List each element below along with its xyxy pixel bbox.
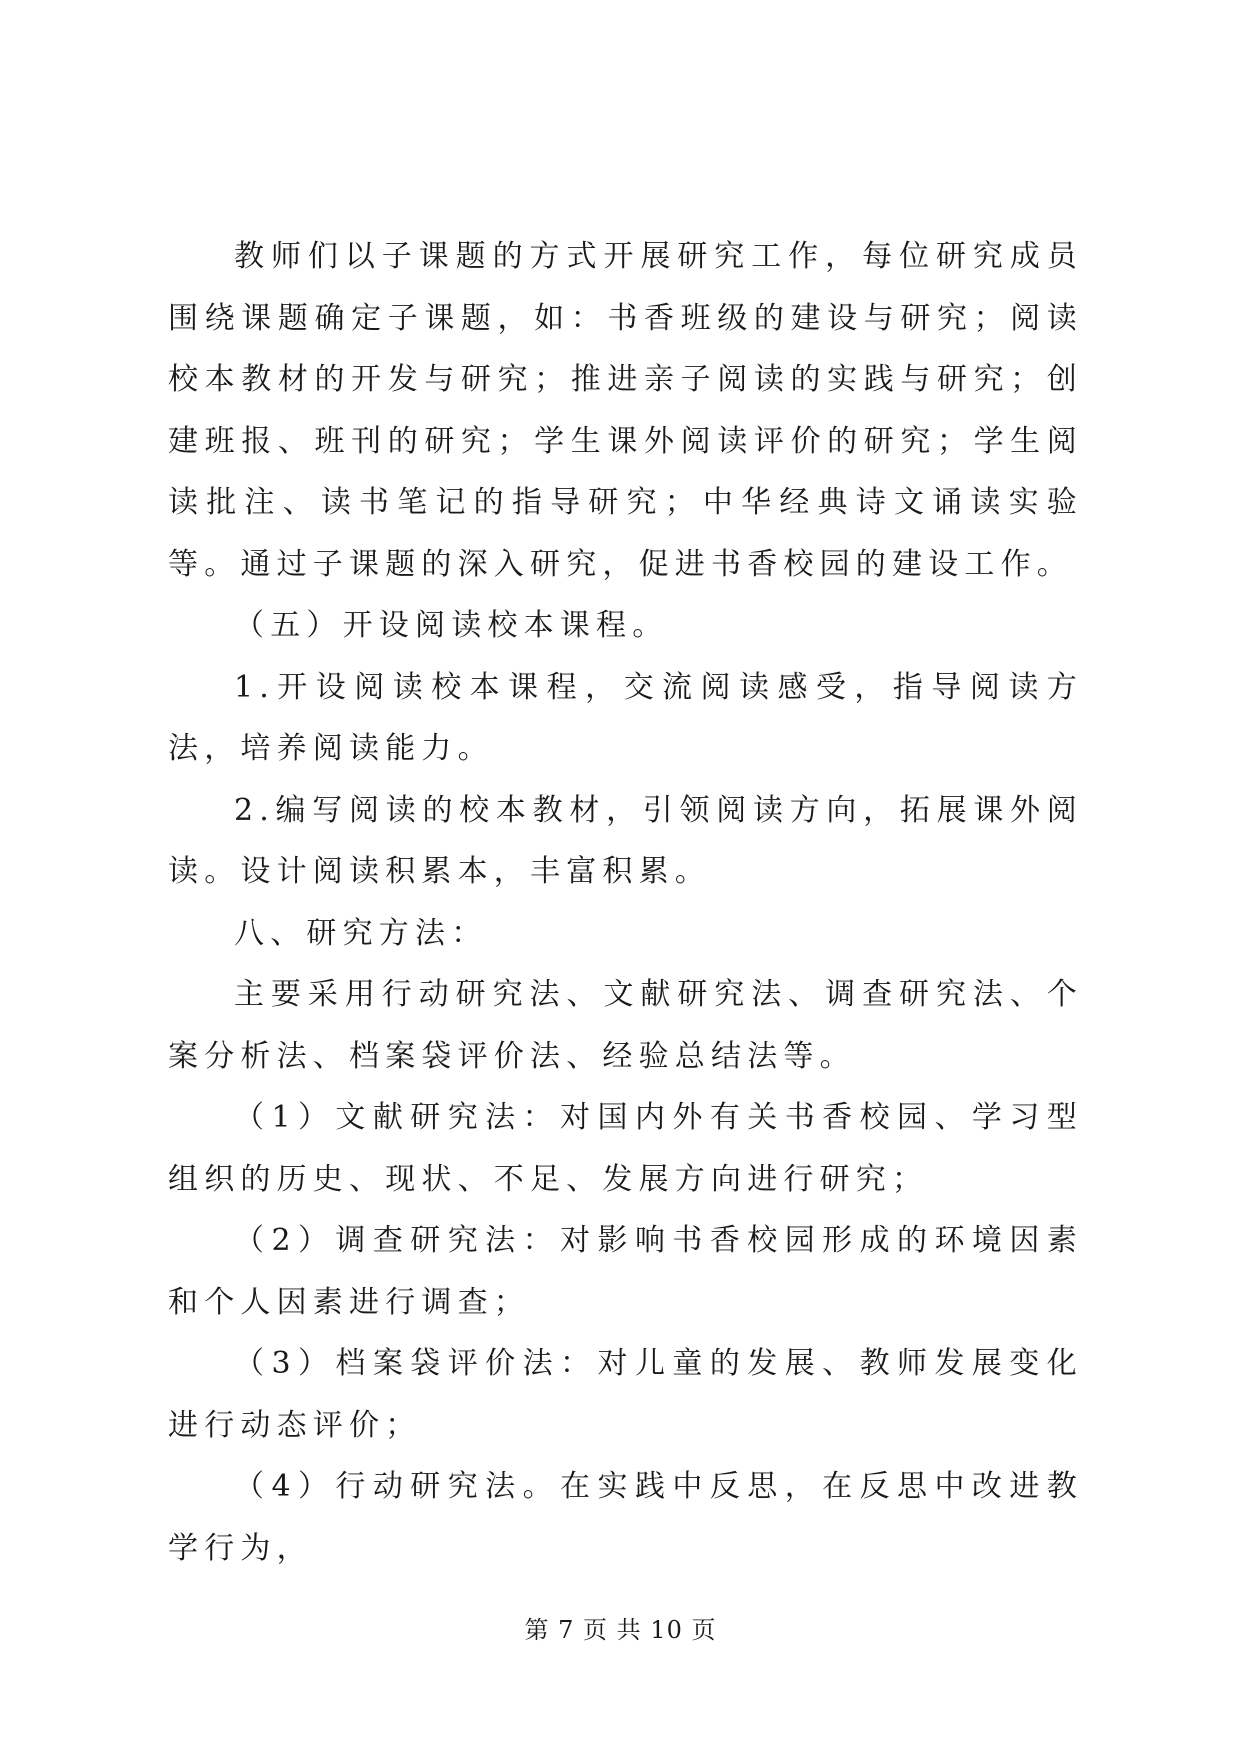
list-item-method-2: （2）调查研究法：对影响书香校园形成的环境因素和个人因素进行调查； bbox=[168, 1223, 1083, 1320]
list-item-method-1: （1）文献研究法：对国内外有关书香校园、学习型组织的历史、现状、不足、发展方向进行研究； bbox=[168, 1100, 1083, 1197]
list-item-curriculum-1: 1.开设阅读校本课程，交流阅读感受，指导阅读方法，培养阅读能力。 bbox=[168, 669, 1083, 766]
paragraph-subtopics: 教师们以子课题的方式开展研究工作，每位研究成员围绕课题确定子课题，如：书香班级的建设与研究；阅读校本教材的开发与研究；推进亲子阅读的实践与研究；创建班报、班刊的研究；学生课外阅读评价的研究；学生阅读批注、读书笔记的指导研究；中华经典诗文诵读实验等。通过子课题的深入研究，促进书香校园的建设工作。 bbox=[168, 239, 1083, 582]
page-number-footer: 第 7 页 共 10 页 bbox=[524, 1616, 717, 1644]
section-heading-research-methods: 八、研究方法： bbox=[234, 915, 488, 951]
list-item-curriculum-2: 2.编写阅读的校本教材，引领阅读方向，拓展课外阅读。设计阅读积累本，丰富积累。 bbox=[168, 792, 1083, 889]
list-item-method-3: （3）档案袋评价法：对儿童的发展、教师发展变化进行动态评价； bbox=[168, 1346, 1083, 1443]
list-item-method-4: （4）行动研究法。在实践中反思，在反思中改进教学行为， bbox=[168, 1469, 1083, 1566]
document-body bbox=[168, 226, 1083, 1579]
paragraph-methods-summary: 主要采用行动研究法、文献研究法、调查研究法、个案分析法、档案袋评价法、经验总结法等。 bbox=[168, 977, 1083, 1074]
section-heading-school-curriculum: （五）开设阅读校本课程。 bbox=[234, 608, 669, 643]
